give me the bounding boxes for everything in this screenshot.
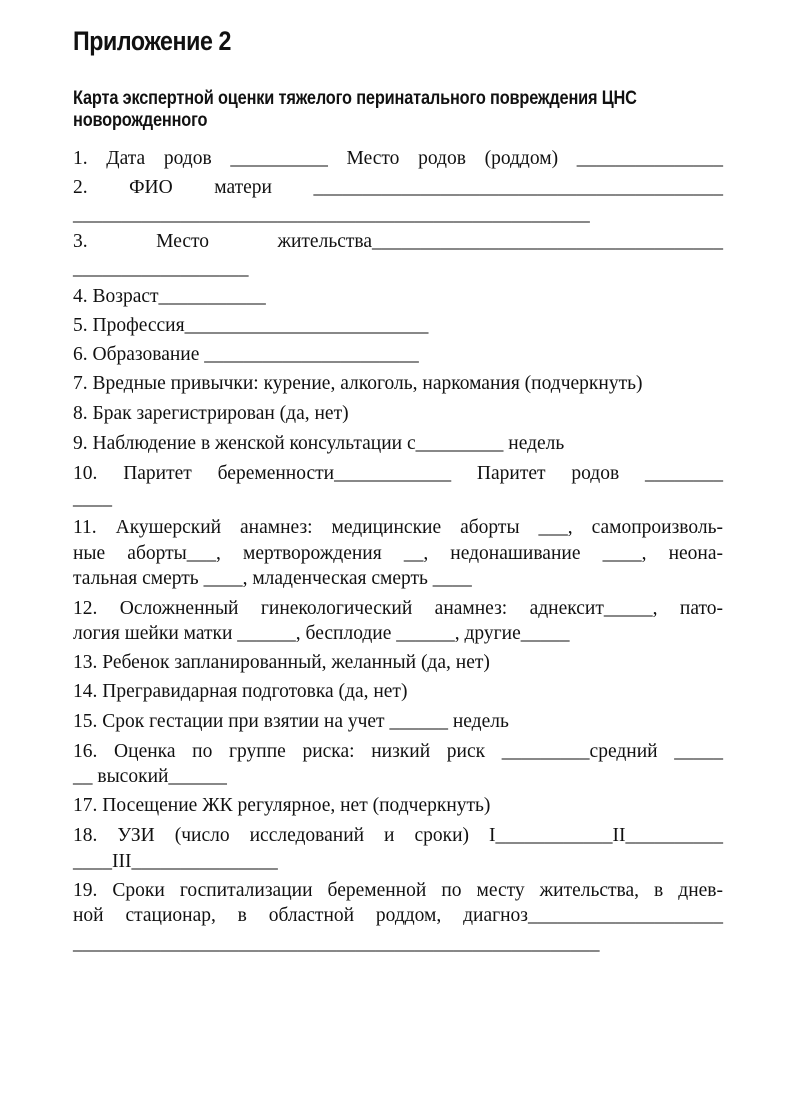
item-3-continuation: __________________ [73, 258, 249, 279]
item-4-age: 4. Возраст___________ [73, 286, 266, 307]
item-16-risk-group: 16. Оценка по группе риска: низкий риск _________средний _____ [73, 741, 723, 762]
card-title-line-1: Карта экспертной оценки тяжелого перинатального повреждения ЦНС [73, 88, 637, 109]
item-8-marriage: 8. Брак зарегистрирован (да, нет) [73, 403, 349, 424]
item-10-parity: 10. Паритет беременности____________ Паритет родов ________ [73, 463, 723, 484]
item-11-line-2: ные аборты___, мертворождения __, недонашивание ____, неона- [73, 543, 723, 564]
item-11-line-3: тальная смерть ____, младенческая смерть ____ [73, 568, 472, 589]
item-10-continuation: ____ [73, 488, 112, 509]
item-18-continuation: ____III_______________ [73, 851, 278, 872]
card-title [73, 88, 727, 132]
item-19-line-1: 19. Сроки госпитализации беременной по месту жительства, в днев- [73, 880, 723, 901]
item-9-observation: 9. Наблюдение в женской консультации с_________ недель [73, 433, 565, 454]
item-1-birth-date-place: 1. Дата родов __________ Место родов (роддом) _______________ [73, 148, 723, 169]
item-12-line-1: 12. Осложненный гинекологический анамнез: аднексит_____, пато- [73, 598, 723, 619]
item-15-gestation-term: 15. Срок гестации при взятии на учет ______ недель [73, 711, 509, 732]
item-12-line-2: логия шейки матки ______, бесплодие ______, другие_____ [73, 623, 570, 644]
item-3-residence: 3. Место жительства____________________________________ [73, 231, 723, 252]
item-2-mother-name: 2. ФИО матери __________________________________________ [73, 177, 723, 198]
item-7-habits: 7. Вредные привычки: курение, алкоголь, наркомания (подчеркнуть) [73, 373, 643, 394]
item-11-line-1: 11. Акушерский анамнез: медицинские аборты ___, самопроизволь- [73, 517, 723, 538]
item-6-education: 6. Образование ______________________ [73, 344, 419, 365]
item-16-continuation: __ высокий______ [73, 766, 227, 787]
appendix-heading: Приложение 2 [73, 26, 231, 56]
item-19-line-3: ______________________________________________________ [73, 933, 600, 954]
item-5-profession: 5. Профессия_________________________ [73, 315, 429, 336]
item-17-visits: 17. Посещение ЖК регулярное, нет (подчеркнуть) [73, 795, 491, 816]
item-2-continuation: _____________________________________________________ [73, 204, 590, 225]
item-14-pregravid-prep: 14. Прегравидарная подготовка (да, нет) [73, 681, 408, 702]
item-18-ultrasound: 18. УЗИ (число исследований и сроки) I____________II__________ [73, 825, 723, 846]
item-13-planned-child: 13. Ребенок запланированный, желанный (да, нет) [73, 652, 490, 673]
item-19-line-2: ной стационар, в областной роддом, диагноз____________________ [73, 905, 723, 926]
card-title-line-2: новорожденного [73, 110, 208, 131]
